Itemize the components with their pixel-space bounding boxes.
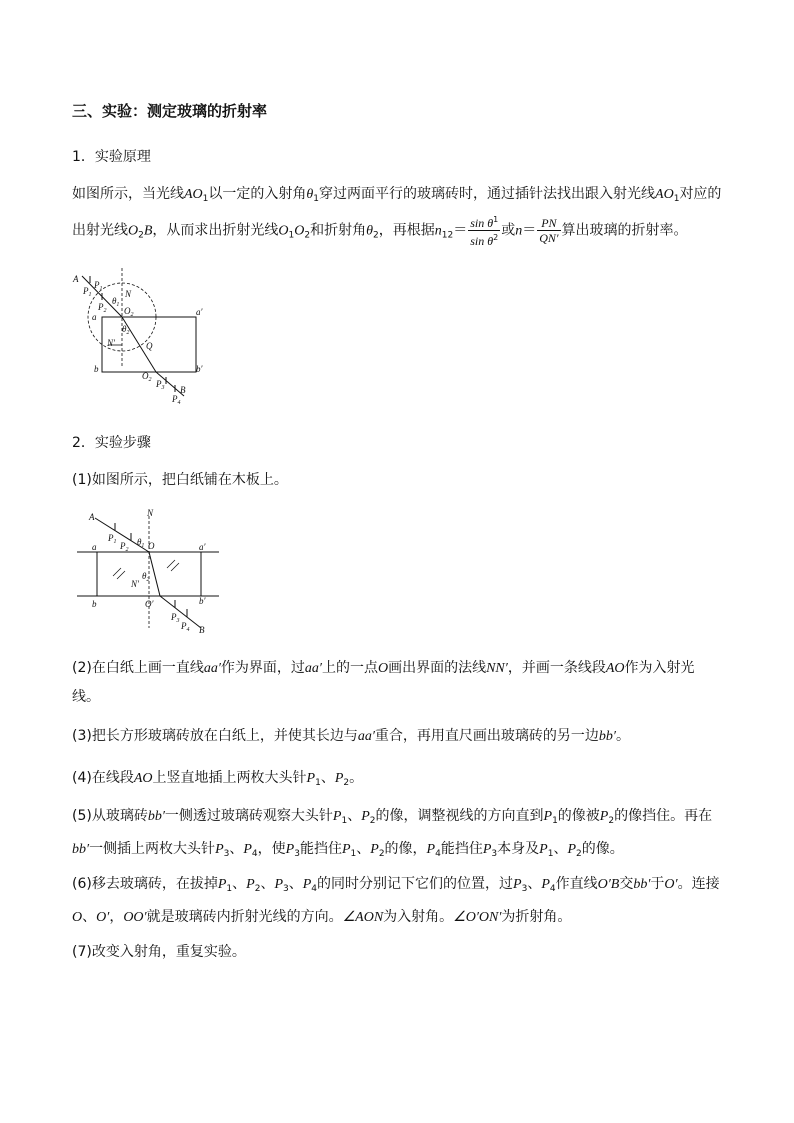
text: 画出界面的法线 [388,660,487,676]
fig1-label [93,280,103,292]
step-3 [72,722,722,751]
subscript: 1 [202,194,209,204]
text: 作为界面，过 [220,660,305,676]
fig1-label [112,296,119,308]
text: (5)从玻璃砖 [72,808,148,824]
text: 上的一点 [321,660,378,676]
text: P [543,809,553,824]
subscript: 1 [341,816,348,826]
text: 、 [229,841,244,857]
fig1-label: a [92,312,97,322]
text: (3)把长方形玻璃砖放在白纸上，并使其长边与 [72,728,358,744]
text: ∠O′ON′ [453,910,502,925]
fig2-label [119,541,129,553]
text: 于 [650,876,665,892]
fig1-label [97,302,107,314]
text: 交 [619,876,634,892]
label: P [83,286,89,296]
label: 2 [148,377,152,383]
subscript: 3 [491,849,498,859]
text: aa′ [304,661,322,676]
subscript: 1 [313,194,320,204]
text: 一侧插上两枚大头针 [89,841,216,857]
principle-paragraph [72,180,722,250]
fig1-label: B [180,385,186,395]
text: 。 [349,770,364,786]
text: P [426,842,436,857]
text: ∠AON [342,910,384,925]
text: AO [655,187,674,202]
fig1-label: b′ [196,364,203,374]
subscript: 3 [283,884,289,894]
fig2-label: a′ [199,542,206,552]
text: 。 [615,728,630,744]
text: 的像。 [581,841,624,857]
text: sin θ [470,234,494,248]
text: P [302,877,312,892]
text: P [274,877,283,892]
text: 、 [347,808,362,824]
text: bb′ [598,729,616,744]
sin-ratio-fraction [468,213,500,248]
principle-heading: 1．实验原理 [72,149,151,165]
text: 如图所示，当光线 [72,186,184,202]
text: 、 [356,841,371,857]
subscript: 12 [441,230,454,241]
text: ＝ [522,222,537,239]
text: P [539,842,548,857]
label: 1 [116,302,120,308]
subscript: 2 [576,849,582,859]
text: 就是玻璃砖内折射光线的方向。 [146,909,343,925]
section-title: 三、实验：测定玻璃的折射率 [72,102,268,120]
subscript: 1 [288,230,295,241]
fig1-label: b [94,364,99,374]
fig2-label: A [89,512,95,522]
text: 穿过两面平行的玻璃砖时，通过插针法找出跟入射光线 [319,186,656,202]
text: ，使 [257,841,286,857]
text: O′ [96,910,110,925]
subscript: 2 [608,816,615,826]
text: 上竖直地插上两枚大头针 [152,770,307,786]
text: 或 [501,222,516,239]
text: O′ [664,877,678,892]
text: 的像， [384,841,427,857]
text: ，再根据 [378,222,435,239]
subscript: 2 [378,849,385,859]
subscript: 4 [251,849,258,859]
text: P [370,842,379,857]
text: sin θ [470,216,494,230]
fig1-label: A [73,274,79,284]
superscript: 1 [493,215,499,224]
subscript: 2 [373,230,379,241]
label: 2 [130,312,134,318]
subscript: 3 [223,849,230,859]
glass-hatch [117,571,125,579]
step-5 [72,802,722,868]
text: 和折射角 [310,222,367,239]
fig2-label: a [92,542,97,552]
text: P [246,877,255,892]
text: (2)在白纸上画一直线 [72,660,204,676]
text: OO′ [123,910,147,925]
glass-hatch [171,563,179,571]
text: 算出玻璃的折射率。 [561,222,688,239]
text: 本身及 [497,841,540,857]
text: P [482,842,492,857]
text: n [515,223,523,239]
fig1-label: a′ [196,307,203,317]
fig1-label [82,286,92,298]
subscript: 1 [350,849,357,859]
text: O [72,910,83,925]
label: P [181,621,187,631]
text: P [541,877,550,892]
text: O [278,223,289,239]
subscript: 4 [549,884,556,894]
label: 2 [126,330,130,336]
text: (4)在线段 [72,770,134,786]
label: P [171,612,177,622]
text: 、 [553,841,568,857]
fig2-label: b′ [199,596,206,606]
text: AO [605,661,625,676]
text: 的像挡住。再在 [614,808,713,824]
label: 2 [103,308,107,314]
text: NN′ [486,661,508,676]
text: 、 [232,876,247,892]
subscript: 3 [294,849,300,859]
subscript: 2 [138,230,144,241]
label: θ [122,324,127,334]
text: bb′ [633,877,651,892]
text: ， [109,909,124,925]
label: θ [142,571,147,581]
label: θ [137,537,142,547]
subscript: 2 [254,884,261,894]
fig2-label: O′ [145,599,154,609]
step-6 [72,870,722,932]
superscript: 2 [493,233,499,242]
subscript: 4 [311,884,318,894]
label: θ [112,296,117,306]
step-2 [72,654,722,711]
text: 的同时分别记下它们的位置，过 [317,876,514,892]
label: P [108,533,114,543]
text: 、 [260,876,275,892]
text: bb′ [72,842,90,857]
text: (6)移去玻璃砖，在拔掉 [72,876,218,892]
subscript: 2 [343,778,350,788]
fig1-label [122,324,129,336]
text: 一侧透过玻璃砖观察大头针 [164,808,333,824]
label: 3 [176,618,180,624]
subscript: 2 [369,816,376,826]
text: 为入射角。 [383,909,454,925]
label: P [98,302,104,312]
text: 、 [527,876,542,892]
step-1: (1)如图所示，把白纸铺在木板上。 [72,472,288,488]
text: 重合，再用直尺画出玻璃砖的另一边 [374,728,599,744]
text: ，从而求出折射光线 [152,222,279,239]
text: PN [541,216,557,230]
label: P [94,280,100,290]
text: P [361,809,370,824]
label: 1 [88,292,92,298]
text: 能挡住 [440,841,483,857]
fig1-label: Q [146,341,153,351]
text: bb′ [147,809,165,824]
fig2-label: N [147,508,154,518]
text: P [217,877,227,892]
subscript: 3 [521,884,528,894]
text: θ [366,223,374,239]
text: O′B [597,877,620,892]
text: 。连接 [677,876,720,892]
text: 能挡住 [299,841,342,857]
fig2-label [107,533,117,545]
subscript: 1 [226,884,233,894]
text: ＝ [453,222,468,239]
text: P [567,842,576,857]
text: P [341,842,351,857]
label: P [156,379,162,389]
text: P [215,842,224,857]
length-ratio-fraction [537,216,560,245]
fig2-label: N′ [131,579,139,589]
label: 1 [113,539,117,545]
label: 4 [186,627,190,633]
text: aa′ [203,661,221,676]
text: P [599,809,609,824]
text: 、 [288,876,303,892]
fig2-label: b [92,599,97,609]
text: P [513,877,522,892]
figure-steps-diagram [75,508,225,638]
fig1-label [155,379,165,391]
label: O [124,306,131,316]
fig1-label [171,394,181,406]
text: 为折射角。 [501,909,572,925]
label: 2 [125,547,129,553]
text: O [128,223,139,239]
step-4 [72,764,722,797]
glass-hatch [113,568,121,576]
label: 1 [99,286,103,292]
label: P [172,394,178,404]
fig2-label [180,621,190,633]
subscript: 4 [435,849,441,859]
fig1-label: N [125,289,132,299]
subscript: 1 [547,849,554,859]
steps-heading: 2．实验步骤 [72,435,151,451]
text: P [306,771,316,786]
text: n [434,223,442,239]
text: B [143,223,153,239]
fig1-label: N′ [107,338,115,348]
subscript: 1 [552,816,558,826]
step-7: (7)改变入射角，重复实验。 [72,944,246,960]
text: P [285,842,295,857]
fig2-label [142,571,149,583]
subscript: 2 [304,230,311,241]
fig1-label [124,306,134,318]
text: AO [184,187,203,202]
text: 、 [82,909,97,925]
subscript: 1 [673,194,680,204]
text: P [243,842,252,857]
text: AO [133,771,153,786]
glass-hatch [167,560,175,568]
text: ，并画一条线段 [507,660,606,676]
text: O [294,223,305,239]
text: P [334,771,344,786]
text: P [332,809,342,824]
text: O [377,661,389,676]
text: 的像，调整视线的方向直到 [375,808,544,824]
label: 2 [146,577,150,583]
fig2-label [137,537,144,549]
fig2-label [170,612,180,624]
text: QN′ [539,231,559,245]
label: 1 [141,543,145,549]
subscript: 1 [315,778,321,788]
text: aa′ [357,729,375,744]
label: P [120,541,126,551]
refracted-ray [149,552,160,596]
fig1-label [142,371,152,383]
text: 作为入射光线。 [72,660,695,705]
fig2-label: O [148,541,155,551]
text: 的像被 [557,808,600,824]
text: 以一定的入射角 [208,186,307,202]
label: 4 [177,400,181,406]
figure-principle-diagram [72,266,212,408]
text: 对应的出射光线 [72,186,722,239]
fig2-label: B [199,625,205,635]
label: O [142,371,149,381]
text: 、 [320,770,335,786]
text: 作直线 [555,876,598,892]
text: θ [306,187,314,202]
label: 3 [161,385,165,391]
